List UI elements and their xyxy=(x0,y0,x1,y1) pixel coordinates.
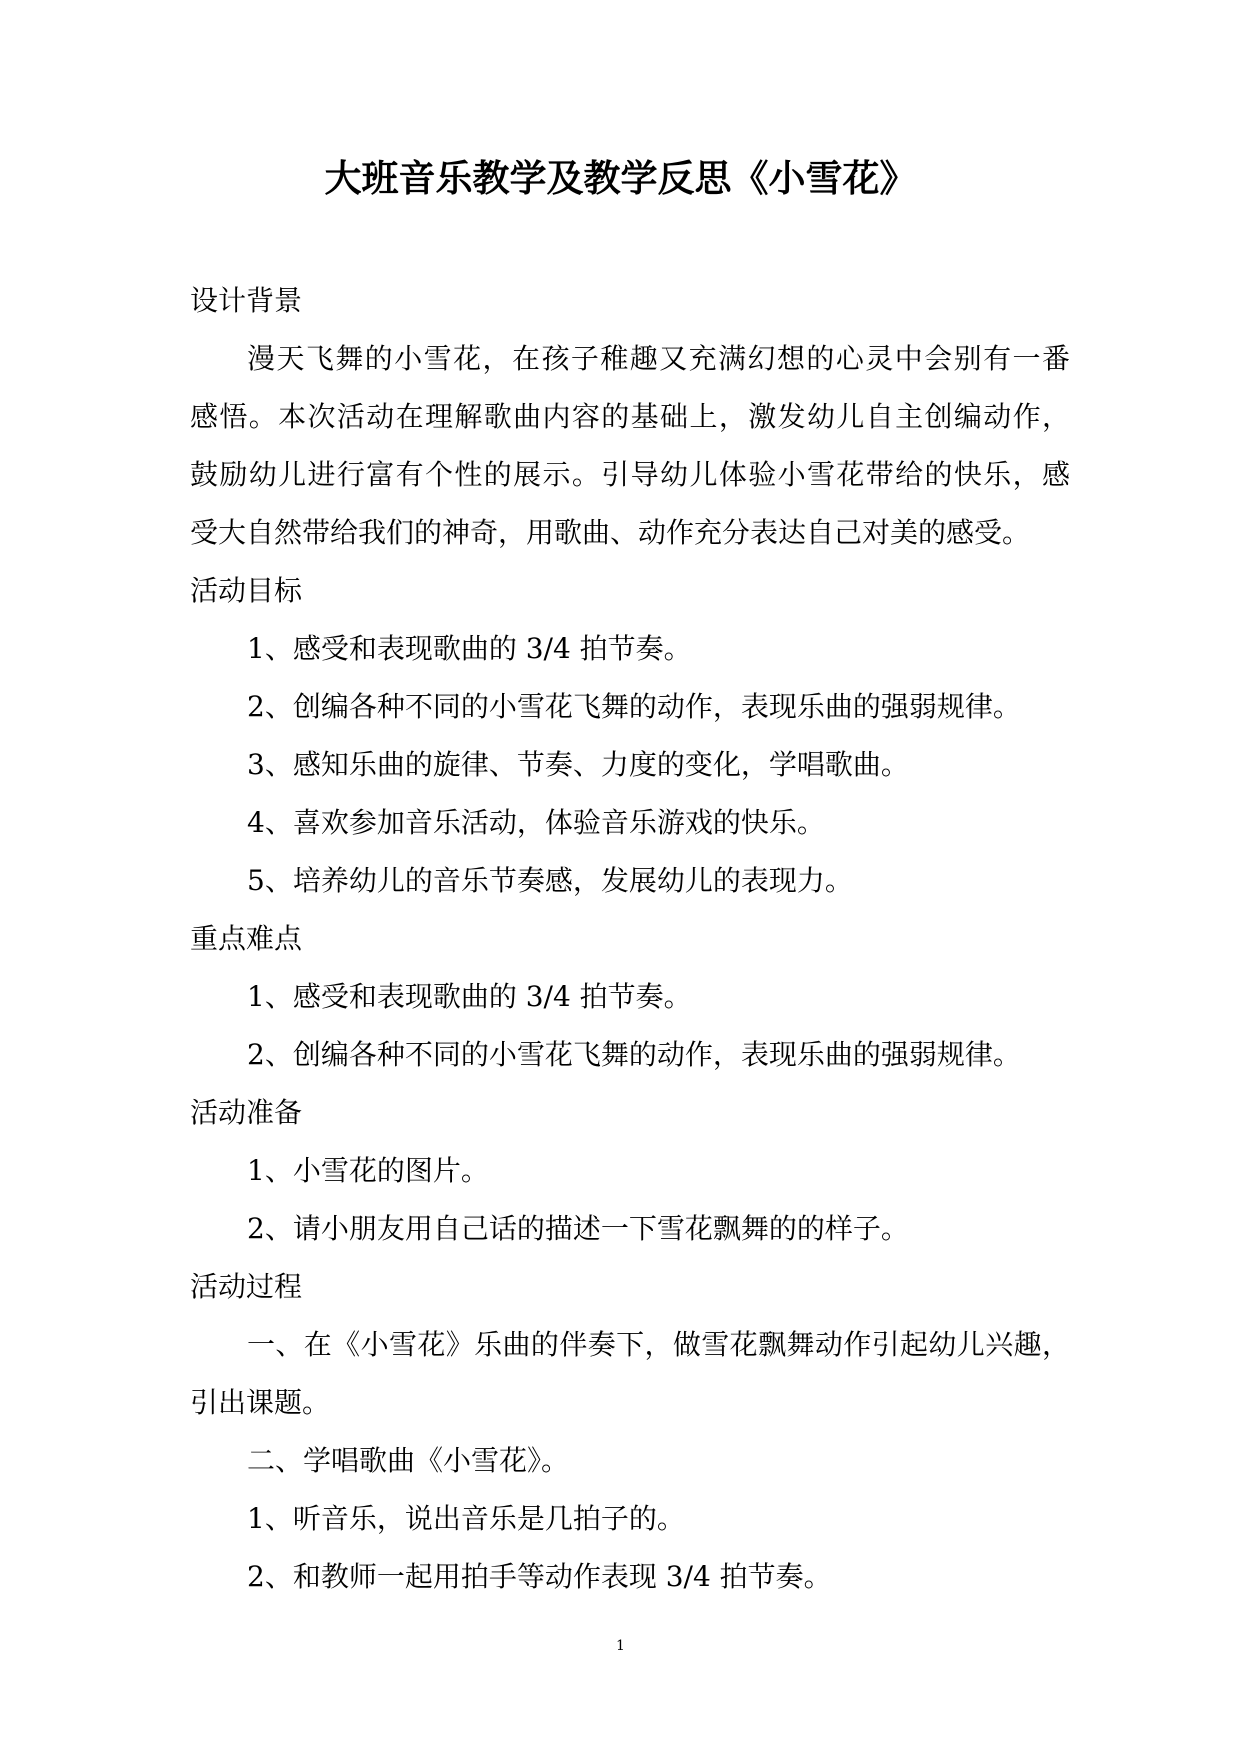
page-number: 1 xyxy=(616,1638,625,1654)
list-item: 4、喜欢参加音乐活动，体验音乐游戏的快乐。 xyxy=(247,806,825,839)
paragraph-line: 感悟。本次活动在理解歌曲内容的基础上，激发幼儿自主创编动作， xyxy=(190,400,1070,433)
paragraph-line: 引出课题。 xyxy=(190,1386,331,1419)
section-heading-key-difficulties: 重点难点 xyxy=(190,922,303,955)
list-item: 2、创编各种不同的小雪花飞舞的动作，表现乐曲的强弱规律。 xyxy=(247,690,1021,723)
list-item: 3、感知乐曲的旋律、节奏、力度的变化，学唱歌曲。 xyxy=(247,748,909,781)
list-item: 二、学唱歌曲《小雪花》。 xyxy=(247,1444,570,1477)
section-heading-activity-process: 活动过程 xyxy=(190,1270,303,1303)
list-item: 1、感受和表现歌曲的 3/4 拍节奏。 xyxy=(247,980,692,1013)
document-body xyxy=(190,272,1070,1606)
section-heading-activity-goals: 活动目标 xyxy=(190,574,303,607)
list-item: 1、小雪花的图片。 xyxy=(247,1154,489,1187)
document-title: 大班音乐教学及教学反思《小雪花》 xyxy=(324,156,917,200)
paragraph-line: 受大自然带给我们的神奇，用歌曲、动作充分表达自己对美的感受。 xyxy=(190,516,1031,549)
list-item: 2、创编各种不同的小雪花飞舞的动作，表现乐曲的强弱规律。 xyxy=(247,1038,1021,1071)
list-item: 1、听音乐，说出音乐是几拍子的。 xyxy=(247,1502,685,1535)
list-item: 2、和教师一起用拍手等动作表现 3/4 拍节奏。 xyxy=(247,1560,832,1593)
paragraph-line: 漫天飞舞的小雪花，在孩子稚趣又充满幻想的心灵中会别有一番 xyxy=(247,342,1070,375)
paragraph-line: 鼓励幼儿进行富有个性的展示。引导幼儿体验小雪花带给的快乐，感 xyxy=(190,458,1070,491)
section-heading-design-background: 设计背景 xyxy=(190,284,303,317)
list-item: 2、请小朋友用自己话的描述一下雪花飘舞的的样子。 xyxy=(247,1212,909,1245)
list-item: 5、培养幼儿的音乐节奏感，发展幼儿的表现力。 xyxy=(247,864,853,897)
section-heading-activity-preparation: 活动准备 xyxy=(190,1096,303,1129)
paragraph-line: 一、在《小雪花》乐曲的伴奏下，做雪花飘舞动作引起幼儿兴趣， xyxy=(247,1328,1070,1361)
list-item: 1、感受和表现歌曲的 3/4 拍节奏。 xyxy=(247,632,692,665)
